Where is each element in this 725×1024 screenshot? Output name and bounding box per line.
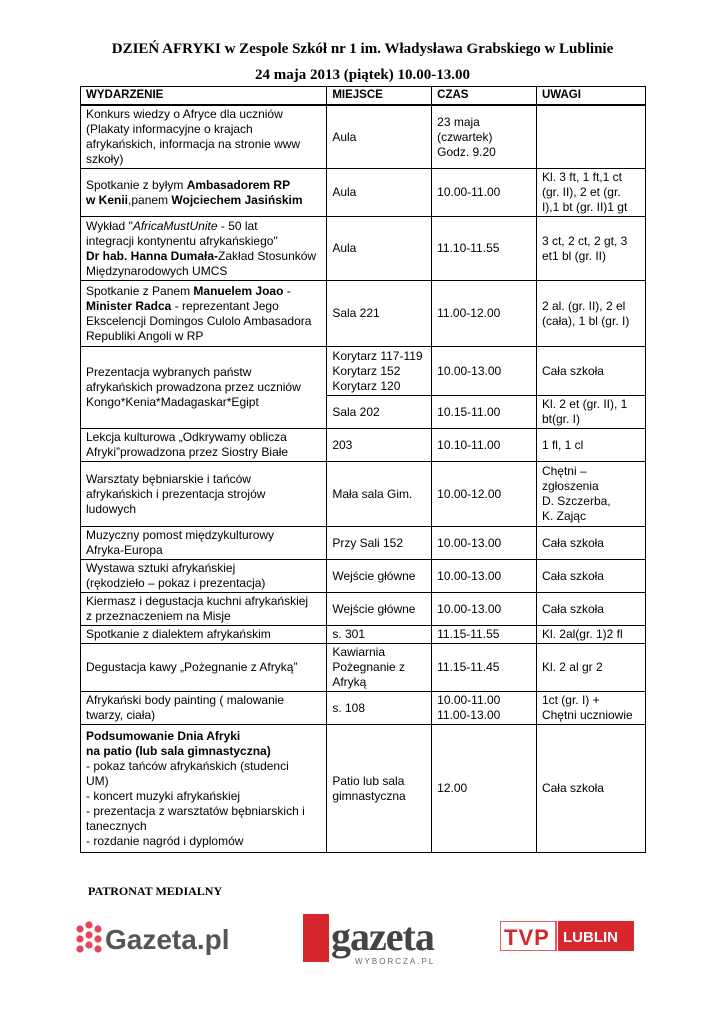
table-header-row (81, 87, 646, 106)
time-cell: 10.00-13.00 (432, 560, 537, 593)
time-cell: 11.10-11.55 (432, 217, 537, 281)
time-cell (432, 105, 537, 169)
time-line: Godz. 9.20 (437, 144, 496, 159)
notes-line: 3 ct, 2 ct, 2 gt, 3 (541, 233, 628, 248)
notes-line: (gr. II), 2 et (gr. (541, 185, 621, 199)
event-line: szkoły) (86, 152, 124, 166)
notes-cell: Kl. 2 al gr 2 (536, 644, 645, 692)
event-cell (81, 105, 327, 169)
notes-line: D. Szczerba, (541, 494, 611, 508)
notes-cell (536, 105, 645, 169)
event-bold: Ambasadorem RP (186, 177, 291, 192)
time-cell: 10.10-11.00 (432, 429, 537, 462)
event-line: afrykańskich i prezentacja strojów (86, 486, 266, 501)
time-cell: 10.15-11.00 (432, 396, 537, 429)
notes-cell: Cała szkoła (536, 527, 645, 560)
event-bold: Manuelem Joao (193, 283, 284, 298)
notes-line: K. Zając (541, 509, 586, 523)
media-patronage-label: PATRONAT MEDIALNY (88, 884, 223, 898)
place-line: Korytarz 120 (332, 378, 401, 393)
event-text: Republiki Angoli w RP (86, 328, 204, 343)
table-row (81, 560, 646, 593)
table-row (81, 692, 646, 725)
place-line: gimnastyczna (332, 788, 406, 803)
dots-icon (76, 921, 101, 952)
event-line: Lekcja kulturowa „Odkrywamy oblicza (86, 430, 287, 444)
notes-cell (536, 169, 645, 217)
notes-cell (536, 396, 645, 429)
lublin-wordmark: LUBLIN (563, 929, 618, 946)
header-time: CZAS (432, 87, 537, 106)
gazetapl-logo (74, 917, 254, 959)
event-cell (81, 560, 327, 593)
time-line: 10.00-11.00 (437, 693, 501, 707)
time-cell: 11.00-12.00 (432, 281, 537, 347)
tvp-wordmark: TVP (504, 925, 550, 950)
event-line: Muzyczny pomost międzykulturowy (86, 528, 275, 542)
notes-line: Chętni – (541, 464, 587, 478)
event-bold: Minister Radca (86, 298, 172, 313)
event-cell: Spotkanie z dialektem afrykańskim (81, 626, 327, 644)
place-cell (327, 347, 432, 396)
event-cell (81, 169, 327, 217)
place-line: Patio lub sala (332, 773, 405, 788)
event-text: Spotkanie z byłym (86, 177, 187, 192)
event-cell (81, 593, 327, 626)
event-cell (81, 429, 327, 462)
event-text: Wykład " (86, 218, 133, 233)
event-text: - 50 lat (217, 218, 258, 233)
header-notes: UWAGI (536, 87, 645, 106)
event-line: afrykańskich, informacja na stronie www (86, 137, 301, 151)
table-row (81, 429, 646, 462)
notes-cell: Cała szkoła (536, 593, 645, 626)
event-text: - reprezentant Jego (171, 298, 279, 313)
place-line: Kawiarnia (332, 645, 386, 659)
place-cell (327, 725, 432, 853)
notes-cell (536, 281, 645, 347)
event-line: Prezentacja wybranych państw (86, 365, 252, 379)
notes-line: I),1 bt (gr. II)1 gt (541, 200, 628, 214)
event-line: - pokaz tańców afrykańskich (studenci (86, 758, 289, 773)
event-line: Afryki”prowadzona przez Siostry Białe (86, 445, 289, 459)
event-line: afrykańskich prowadzona przez uczniów (86, 380, 301, 394)
tvp-lublin-logo (500, 921, 634, 951)
event-cell (81, 725, 327, 853)
event-line: ludowych (86, 501, 137, 516)
table-row (81, 281, 646, 347)
event-bold: Wojciechem Jasińskim (171, 192, 303, 207)
event-bold: Dr hab. Hanna Dumała- (86, 248, 219, 263)
event-line: Kongo*Kenia*Madagaskar*Egipt (86, 395, 259, 409)
notes-line: et1 bl (gr. II) (541, 248, 606, 263)
time-cell: 11.15-11.55 (432, 626, 537, 644)
notes-cell: Cała szkoła (536, 347, 645, 396)
place-cell: s. 301 (327, 626, 432, 644)
place-cell: Przy Sali 152 (327, 527, 432, 560)
event-text: Zakład Stosunków (218, 248, 317, 263)
event-cell (81, 217, 327, 281)
event-text: - (283, 283, 291, 298)
header-event: WYDARZENIE (81, 87, 327, 106)
event-line: twarzy, ciała) (86, 708, 156, 722)
notes-line: zgłoszenia (541, 479, 599, 493)
table-row (81, 347, 646, 396)
event-cell (81, 692, 327, 725)
notes-line: (cała), 1 bl (gr. I) (541, 313, 630, 328)
event-cell (81, 527, 327, 560)
event-line: Warsztaty bębniarskie i tańców (86, 471, 251, 486)
event-cell: Degustacja kawy „Pożegnanie z Afryką” (81, 644, 327, 692)
gazeta-wyborcza-logo (303, 910, 449, 968)
table-row (81, 626, 646, 644)
notes-cell: Cała szkoła (536, 560, 645, 593)
place-cell: Aula (327, 169, 432, 217)
event-line: (rękodzieło – pokaz i prezentacja) (86, 576, 266, 590)
place-cell: s. 108 (327, 692, 432, 725)
time-cell: 10.00-12.00 (432, 462, 537, 527)
event-line: Afryka-Europa (86, 543, 163, 557)
event-line: z przeznaczeniem na Misje (86, 609, 231, 623)
event-cell (81, 281, 327, 347)
notes-cell: Kl. 2al(gr. 1)2 fl (536, 626, 645, 644)
document-date: 24 maja 2013 (piątek) 10.00-13.00 (255, 67, 470, 83)
place-cell: Aula (327, 105, 432, 169)
table-row (81, 462, 646, 527)
notes-line: 2 al. (gr. II), 2 el (541, 298, 626, 313)
header-place: MIEJSCE (327, 87, 432, 106)
notes-cell (536, 692, 645, 725)
place-cell: Wejście główne (327, 593, 432, 626)
event-text: integracji kontynentu afrykańskiego" (86, 233, 278, 248)
notes-cell (536, 462, 645, 527)
table-row (81, 217, 646, 281)
event-cell (81, 462, 327, 527)
document-title: DZIEŃ AFRYKI w Zespole Szkół nr 1 im. Władysława Grabskiego w Lublinie (111, 41, 614, 57)
event-bold: w Kenii (86, 192, 129, 207)
notes-line: Kl. 2 et (gr. II), 1 (541, 397, 628, 411)
time-line: 23 maja (437, 114, 480, 129)
event-bold-line: na patio (lub sala gimnastyczna) (86, 743, 271, 758)
place-cell: Sala 221 (327, 281, 432, 347)
event-text: Ekscelencji Domingos Culolo Ambasadora (86, 313, 312, 328)
event-line: - prezentacja z warsztatów bębniarskich i (86, 803, 305, 818)
event-text: Międzynarodowych UMCS (86, 263, 228, 278)
gazetapl-wordmark: Gazeta.pl (105, 924, 230, 955)
notes-line: Kl. 3 ft, 1 ft,1 ct (541, 170, 622, 184)
time-cell: 11.15-11.45 (432, 644, 537, 692)
notes-line: 1ct (gr. I) + (541, 693, 600, 707)
event-line: - rozdanie nagród i dyplomów (86, 833, 244, 848)
notes-line: Chętni uczniowie (541, 708, 633, 722)
table-row (81, 105, 646, 169)
place-cell: Wejście główne (327, 560, 432, 593)
event-cell (81, 347, 327, 429)
event-line: (Plakaty informacyjne o krajach (86, 122, 253, 136)
time-cell: 10.00-13.00 (432, 527, 537, 560)
time-cell: 10.00-13.00 (432, 347, 537, 396)
schedule-table (80, 86, 646, 853)
event-line: UM) (86, 773, 109, 788)
event-line: - koncert muzyki afrykańskiej (86, 788, 241, 803)
time-cell: 10.00-13.00 (432, 593, 537, 626)
place-cell: Mała sala Gim. (327, 462, 432, 527)
event-line: tanecznych (86, 818, 147, 833)
notes-cell (536, 217, 645, 281)
time-line: (czwartek) (437, 129, 493, 144)
table-row (81, 644, 646, 692)
time-cell: 12.00 (432, 725, 537, 853)
time-cell: 10.00-11.00 (432, 169, 537, 217)
event-italic: AfricaMustUnite (132, 218, 218, 233)
place-line: Afryką (332, 675, 367, 689)
gazeta-wordmark: gazeta (331, 914, 434, 959)
gazeta-subtitle: WYBORCZA.PL (355, 957, 436, 966)
table-row (81, 593, 646, 626)
event-line: Kiermasz i degustacja kuchni afrykańskiej (86, 594, 309, 608)
place-cell (327, 644, 432, 692)
place-line: Korytarz 152 (332, 363, 401, 378)
event-line: Wystawa sztuki afrykańskiej (86, 561, 236, 575)
time-cell (432, 692, 537, 725)
red-block-icon (303, 914, 329, 962)
place-cell: Sala 202 (327, 396, 432, 429)
notes-cell: 1 fl, 1 cl (536, 429, 645, 462)
notes-line: bt(gr. I) (541, 412, 580, 426)
table-row (81, 725, 646, 853)
event-text: ,panem (128, 192, 172, 207)
place-cell: 203 (327, 429, 432, 462)
place-line: Korytarz 117-119 (332, 348, 423, 363)
event-line: Afrykański body painting ( malowanie (86, 693, 285, 707)
event-bold-line: Podsumowanie Dnia Afryki (86, 728, 241, 743)
place-line: Pożegnanie z (332, 660, 406, 674)
notes-cell: Cała szkoła (536, 725, 645, 853)
event-text: Spotkanie z Panem (86, 283, 194, 298)
time-line: 11.00-13.00 (437, 708, 501, 722)
event-line: Konkurs wiedzy o Afryce dla uczniów (86, 107, 283, 121)
table-row (81, 169, 646, 217)
table-row (81, 527, 646, 560)
place-cell: Aula (327, 217, 432, 281)
